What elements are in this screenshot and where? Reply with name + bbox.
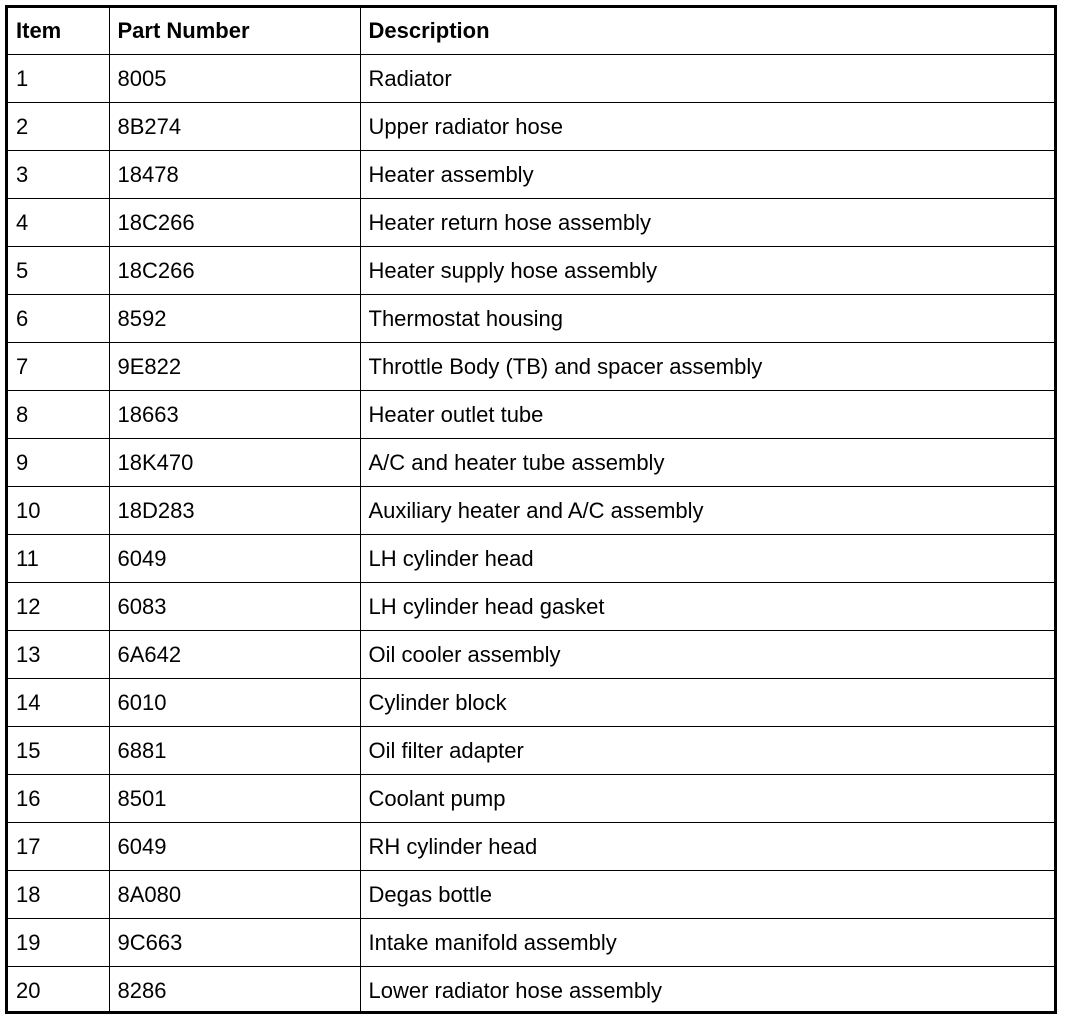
parts-table [8,8,1054,1014]
table-row [8,343,1054,391]
table-row [8,535,1054,583]
part-number-cell: 18K470 [109,439,360,487]
table-row [8,103,1054,151]
item-cell: 7 [8,343,109,391]
table-row [8,439,1054,487]
description-cell: Heater assembly [360,151,1054,199]
table-row [8,295,1054,343]
item-cell: 17 [8,823,109,871]
table-row [8,55,1054,103]
part-number-cell: 8592 [109,295,360,343]
table-row [8,823,1054,871]
description-cell: RH cylinder head [360,823,1054,871]
description-cell: Coolant pump [360,775,1054,823]
description-cell: LH cylinder head gasket [360,583,1054,631]
item-cell: 19 [8,919,109,967]
description-cell: Heater outlet tube [360,391,1054,439]
item-cell: 20 [8,967,109,1015]
description-cell: Thermostat housing [360,295,1054,343]
part-number-cell: 8B274 [109,103,360,151]
table-row [8,775,1054,823]
part-number-cell: 6083 [109,583,360,631]
description-cell: Throttle Body (TB) and spacer assembly [360,343,1054,391]
table-row [8,679,1054,727]
part-number-cell: 6049 [109,535,360,583]
table-row [8,151,1054,199]
part-number-cell: 18478 [109,151,360,199]
description-cell: Oil filter adapter [360,727,1054,775]
table-row [8,919,1054,967]
table-row [8,631,1054,679]
description-cell: Heater supply hose assembly [360,247,1054,295]
table-row [8,727,1054,775]
description-cell: Degas bottle [360,871,1054,919]
table-row [8,487,1054,535]
description-cell: LH cylinder head [360,535,1054,583]
item-cell: 8 [8,391,109,439]
item-cell: 11 [8,535,109,583]
table-row [8,871,1054,919]
description-cell: Auxiliary heater and A/C assembly [360,487,1054,535]
header-description: Description [360,8,1054,55]
description-cell: Heater return hose assembly [360,199,1054,247]
item-cell: 18 [8,871,109,919]
item-cell: 3 [8,151,109,199]
table-row [8,391,1054,439]
table-row [8,967,1054,1015]
header-part-number: Part Number [109,8,360,55]
item-cell: 10 [8,487,109,535]
table-row [8,583,1054,631]
parts-table-header [8,8,1054,55]
item-cell: 5 [8,247,109,295]
part-number-cell: 6049 [109,823,360,871]
table-row [8,199,1054,247]
item-cell: 6 [8,295,109,343]
item-cell: 1 [8,55,109,103]
description-cell: Lower radiator hose assembly [360,967,1054,1015]
part-number-cell: 6A642 [109,631,360,679]
part-number-cell: 9E822 [109,343,360,391]
description-cell: Oil cooler assembly [360,631,1054,679]
description-cell: Intake manifold assembly [360,919,1054,967]
item-cell: 9 [8,439,109,487]
part-number-cell: 6010 [109,679,360,727]
header-item: Item [8,8,109,55]
description-cell: A/C and heater tube assembly [360,439,1054,487]
item-cell: 14 [8,679,109,727]
part-number-cell: 8501 [109,775,360,823]
item-cell: 15 [8,727,109,775]
parts-table-body [8,55,1054,1015]
part-number-cell: 9C663 [109,919,360,967]
part-number-cell: 8A080 [109,871,360,919]
description-cell: Upper radiator hose [360,103,1054,151]
part-number-cell: 18C266 [109,247,360,295]
header-row [8,8,1054,55]
table-row [8,247,1054,295]
parts-table-frame [5,5,1057,1014]
part-number-cell: 8005 [109,55,360,103]
item-cell: 12 [8,583,109,631]
item-cell: 13 [8,631,109,679]
description-cell: Radiator [360,55,1054,103]
part-number-cell: 18663 [109,391,360,439]
part-number-cell: 18C266 [109,199,360,247]
item-cell: 16 [8,775,109,823]
item-cell: 4 [8,199,109,247]
part-number-cell: 6881 [109,727,360,775]
part-number-cell: 18D283 [109,487,360,535]
description-cell: Cylinder block [360,679,1054,727]
item-cell: 2 [8,103,109,151]
part-number-cell: 8286 [109,967,360,1015]
